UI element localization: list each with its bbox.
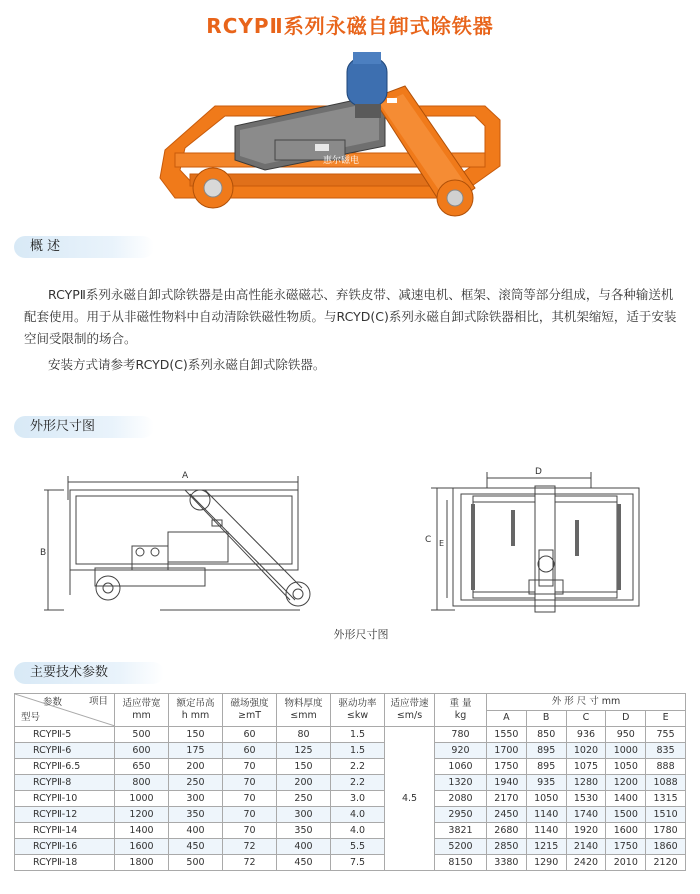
table-cell: 2170 [487, 791, 527, 807]
table-row [15, 823, 686, 839]
table-cell: 72 [223, 855, 277, 871]
table-cell: 895 [526, 759, 566, 775]
dim-label-d: D [535, 467, 542, 477]
table-row [15, 807, 686, 823]
table-cell: 3380 [487, 855, 527, 871]
table-cell: 1050 [606, 759, 646, 775]
header-dim-c: C [566, 710, 606, 727]
overview-paragraph-1: RCYPⅡ系列永磁自卸式除铁器是由高性能永磁磁芯、弃铁皮带、减速电机、框架、滚筒等部分组成，与各种输送机配套使用。用于从非磁性物料中自动清除铁磁性物质。与RCYD(C)系列永磁自卸式除铁器相比，其机架缩短，适于安装空间受限制的场合。 [24, 287, 677, 346]
table-cell: 250 [169, 775, 223, 791]
table-cell: 500 [115, 727, 169, 743]
header-weight: 重 量 kg [435, 694, 487, 727]
table-cell: 600 [115, 743, 169, 759]
table-cell: 1400 [606, 791, 646, 807]
table-cell: 7.5 [331, 855, 385, 871]
header-dim-a: A [487, 710, 527, 727]
table-cell: 70 [223, 759, 277, 775]
table-cell: 850 [526, 727, 566, 743]
table-cell: 950 [606, 727, 646, 743]
brand-text: 惠尔磁电 [323, 156, 360, 166]
table-cell: 2420 [566, 855, 606, 871]
table-cell: 1215 [526, 839, 566, 855]
table-cell: 1940 [487, 775, 527, 791]
corner-label-item: 项目 [88, 696, 108, 707]
belt-speed-cell: 4.5 [385, 727, 435, 871]
table-cell: 2080 [435, 791, 487, 807]
section-specs-heading: 主要技术参数 [14, 662, 164, 684]
corner-label-model: 型号 [21, 712, 41, 723]
header-dim-b: B [526, 710, 566, 727]
header-material-thickness: 物料厚度 ≤mm [277, 694, 331, 727]
table-cell: 1140 [526, 807, 566, 823]
table-row [15, 839, 686, 855]
table-cell: 1280 [566, 775, 606, 791]
top-view-drawing [425, 458, 650, 618]
table-row [15, 743, 686, 759]
table-cell: 888 [646, 759, 686, 775]
table-cell: 1050 [526, 791, 566, 807]
table-cell: 350 [277, 823, 331, 839]
table-cell: 1780 [646, 823, 686, 839]
table-row [15, 775, 686, 791]
table-cell: 2680 [487, 823, 527, 839]
table-cell: 800 [115, 775, 169, 791]
table-cell: 4.0 [331, 823, 385, 839]
table-cell: 1000 [115, 791, 169, 807]
table-row [15, 855, 686, 871]
model-cell: RCYPⅡ-14 [15, 823, 115, 839]
table-cell: 150 [169, 727, 223, 743]
table-cell: 1060 [435, 759, 487, 775]
model-cell: RCYPⅡ-8 [15, 775, 115, 791]
table-cell: 895 [526, 743, 566, 759]
table-cell: 400 [277, 839, 331, 855]
table-cell: 936 [566, 727, 606, 743]
table-cell: 920 [435, 743, 487, 759]
table-row [15, 791, 686, 807]
header-dim-e: E [646, 710, 686, 727]
table-cell: 2140 [566, 839, 606, 855]
header-field-strength: 磁场强度 ≥mT [223, 694, 277, 727]
table-cell: 2950 [435, 807, 487, 823]
section-dimensions-heading: 外形尺寸图 [14, 416, 154, 438]
header-belt-width: 适应带宽 mm [115, 694, 169, 727]
spec-table [14, 693, 686, 871]
table-cell: 2120 [646, 855, 686, 871]
product-illustration [155, 48, 515, 230]
table-cell: 1600 [606, 823, 646, 839]
table-cell: 1088 [646, 775, 686, 791]
header-drive-power: 驱动功率 ≤kw [331, 694, 385, 727]
table-cell: 1740 [566, 807, 606, 823]
dim-label-e: E [439, 539, 445, 548]
table-cell: 500 [169, 855, 223, 871]
table-cell: 1920 [566, 823, 606, 839]
table-cell: 1750 [606, 839, 646, 855]
table-cell: 1290 [526, 855, 566, 871]
table-cell: 150 [277, 759, 331, 775]
table-cell: 175 [169, 743, 223, 759]
table-cell: 1500 [606, 807, 646, 823]
table-cell: 3821 [435, 823, 487, 839]
header-hang-height: 额定吊高 h mm [169, 694, 223, 727]
side-view-drawing [40, 460, 320, 620]
section-overview-heading: 概 述 [14, 236, 154, 258]
dim-label-c: C [425, 535, 432, 545]
table-cell: 1.5 [331, 743, 385, 759]
table-corner-header [15, 694, 115, 727]
table-cell: 60 [223, 743, 277, 759]
header-dim-d: D [606, 710, 646, 727]
table-cell: 300 [169, 791, 223, 807]
table-cell: 2450 [487, 807, 527, 823]
table-cell: 1700 [487, 743, 527, 759]
table-row [15, 727, 686, 743]
table-cell: 1800 [115, 855, 169, 871]
table-cell: 1320 [435, 775, 487, 791]
model-cell: RCYPⅡ-6.5 [15, 759, 115, 775]
table-cell: 8150 [435, 855, 487, 871]
table-cell: 400 [169, 823, 223, 839]
table-cell: 1510 [646, 807, 686, 823]
corner-label-param: 参数 [43, 697, 63, 708]
table-cell: 835 [646, 743, 686, 759]
table-cell: 70 [223, 807, 277, 823]
dim-label-a: A [182, 471, 189, 481]
table-cell: 80 [277, 727, 331, 743]
table-cell: 300 [277, 807, 331, 823]
table-cell: 250 [277, 791, 331, 807]
table-cell: 755 [646, 727, 686, 743]
model-cell: RCYPⅡ-18 [15, 855, 115, 871]
table-cell: 5200 [435, 839, 487, 855]
table-cell: 200 [277, 775, 331, 791]
drawing-caption: 外形尺寸图 [333, 628, 389, 641]
table-cell: 4.0 [331, 807, 385, 823]
model-cell: RCYPⅡ-16 [15, 839, 115, 855]
table-cell: 5.5 [331, 839, 385, 855]
table-cell: 350 [169, 807, 223, 823]
page-title: RCYPⅡ系列永磁自卸式除铁器 [206, 14, 494, 38]
table-cell: 780 [435, 727, 487, 743]
table-cell: 2.2 [331, 775, 385, 791]
table-cell: 1600 [115, 839, 169, 855]
overview-paragraph-2: 安装方式请参考RCYD(C)系列永磁自卸式除铁器。 [48, 357, 326, 372]
model-cell: RCYPⅡ-6 [15, 743, 115, 759]
table-cell: 1200 [606, 775, 646, 791]
table-cell: 1315 [646, 791, 686, 807]
table-cell: 2.2 [331, 759, 385, 775]
table-cell: 1075 [566, 759, 606, 775]
model-cell: RCYPⅡ-12 [15, 807, 115, 823]
table-cell: 70 [223, 823, 277, 839]
table-cell: 2850 [487, 839, 527, 855]
table-cell: 125 [277, 743, 331, 759]
table-cell: 1200 [115, 807, 169, 823]
table-cell: 650 [115, 759, 169, 775]
table-cell: 2010 [606, 855, 646, 871]
table-cell: 450 [277, 855, 331, 871]
table-cell: 3.0 [331, 791, 385, 807]
table-cell: 70 [223, 791, 277, 807]
model-cell: RCYPⅡ-10 [15, 791, 115, 807]
table-cell: 1020 [566, 743, 606, 759]
table-cell: 935 [526, 775, 566, 791]
table-row [15, 759, 686, 775]
table-cell: 1860 [646, 839, 686, 855]
model-cell: RCYPⅡ-5 [15, 727, 115, 743]
table-cell: 60 [223, 727, 277, 743]
table-cell: 1400 [115, 823, 169, 839]
table-cell: 1750 [487, 759, 527, 775]
table-cell: 1530 [566, 791, 606, 807]
table-cell: 1140 [526, 823, 566, 839]
table-cell: 200 [169, 759, 223, 775]
table-cell: 70 [223, 775, 277, 791]
table-cell: 1550 [487, 727, 527, 743]
table-cell: 72 [223, 839, 277, 855]
table-cell: 1.5 [331, 727, 385, 743]
header-dimensions: 外 形 尺 寸 mm [487, 694, 686, 711]
table-cell: 450 [169, 839, 223, 855]
dim-label-b: B [40, 548, 47, 558]
table-cell: 1000 [606, 743, 646, 759]
header-belt-speed: 适应带速 ≤m/s [385, 694, 435, 727]
